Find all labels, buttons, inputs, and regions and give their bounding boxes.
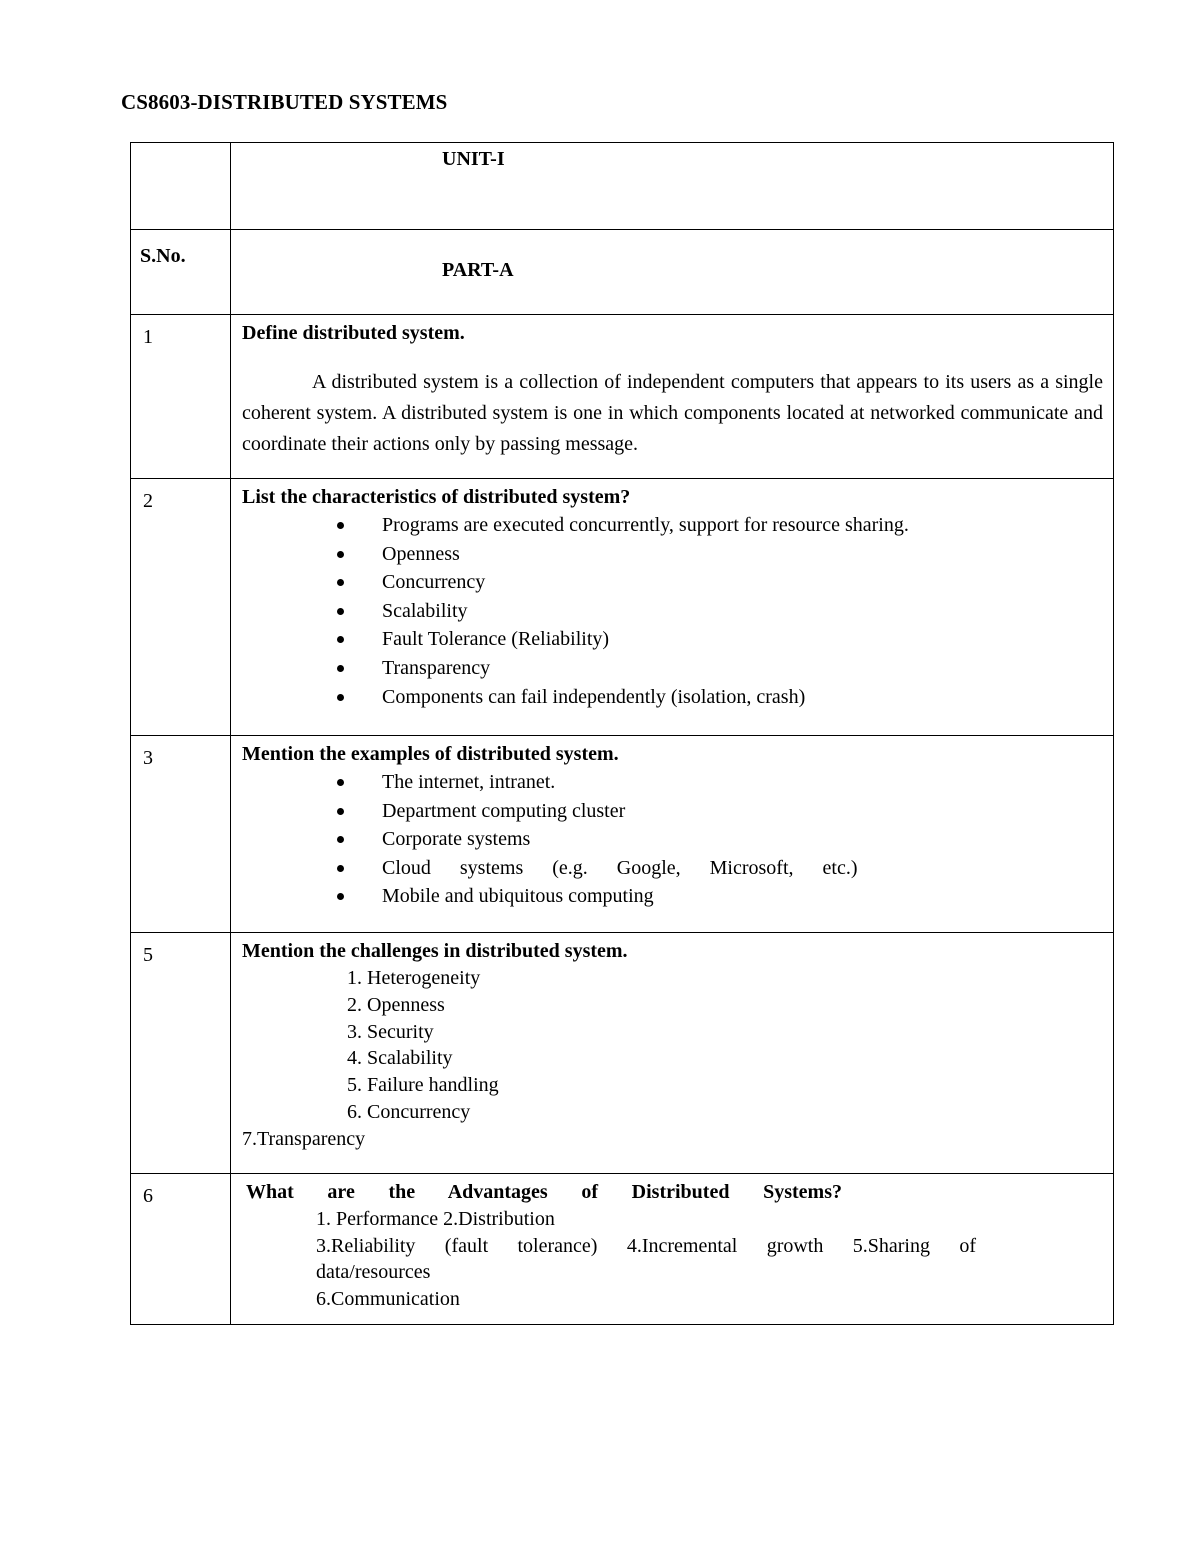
question-cell	[231, 933, 1114, 1174]
document-title: CS8603-DISTRIBUTED SYSTEMS	[121, 90, 448, 114]
bullet-list	[242, 511, 1103, 711]
list-item: 5. Failure handling	[347, 1074, 499, 1097]
question-table	[130, 142, 1114, 1325]
table-row	[131, 1174, 1114, 1325]
advantages-line: 1. Performance 2.Distribution	[316, 1208, 555, 1230]
part-heading: PART-A	[442, 259, 514, 281]
advantages-text	[316, 1206, 976, 1312]
list-item: Department computing cluster	[336, 797, 1103, 826]
question-cell	[231, 1174, 1114, 1325]
question-cell	[231, 736, 1114, 933]
question-title: Mention the challenges in distributed system.	[242, 940, 628, 962]
question-title: What are the Advantages of Distributed Systems?	[246, 1181, 842, 1203]
list-item: 6. Concurrency	[347, 1100, 471, 1123]
list-item: Scalability	[336, 597, 1103, 626]
sno-header-cell	[131, 230, 231, 315]
list-item: Transparency	[336, 654, 1103, 683]
table-header-row-part	[131, 230, 1114, 315]
table-row	[131, 315, 1114, 479]
table-row	[131, 736, 1114, 933]
question-title: Mention the examples of distributed system.	[242, 743, 619, 765]
list-item: Fault Tolerance (Reliability)	[336, 625, 1103, 654]
list-item: Programs are executed concurrently, support for resource sharing.	[336, 511, 1103, 540]
list-item: Components can fail independently (isolation, crash)	[336, 683, 1103, 712]
answer-text: A distributed system is a collection of independent computers that appears to its users as a single coherent system. A distributed system is one in which components located at networked communicate and coordinate their actions only by passing message.	[242, 371, 1103, 455]
list-item: Cloud systems (e.g. Google, Microsoft, etc.)	[336, 854, 1103, 883]
sno-cell: 3	[131, 736, 231, 933]
numbered-list	[242, 965, 1103, 1126]
header-empty-cell	[131, 143, 231, 230]
list-item: Corporate systems	[336, 825, 1103, 854]
sno-cell: 6	[131, 1174, 231, 1325]
list-item-tail: 7.Transparency	[242, 1127, 366, 1150]
question-cell	[231, 315, 1114, 479]
question-title: Define distributed system.	[242, 322, 465, 344]
list-item: The internet, intranet.	[336, 768, 1103, 797]
sno-header: S.No.	[140, 245, 186, 267]
table-row	[131, 479, 1114, 736]
unit-heading: UNIT-I	[442, 148, 505, 170]
question-cell	[231, 479, 1114, 736]
table-row	[131, 933, 1114, 1174]
list-item: 1. Heterogeneity	[347, 967, 481, 989]
list-item: 2. Openness	[347, 993, 445, 1016]
advantages-line: 3.Reliability (fault tolerance) 4.Incremental growth 5.Sharing of	[316, 1234, 976, 1257]
unit-heading-cell	[231, 143, 1114, 230]
advantages-line: data/resources	[316, 1261, 431, 1284]
question-title: List the characteristics of distributed system?	[242, 486, 631, 508]
sno-cell: 1	[131, 315, 231, 479]
list-item: 3. Security	[347, 1020, 434, 1043]
sno-cell: 2	[131, 479, 231, 736]
bullet-list	[242, 768, 1103, 911]
list-item: Concurrency	[336, 568, 1103, 597]
list-item: Openness	[336, 540, 1103, 569]
sno-cell: 5	[131, 933, 231, 1174]
list-item: 4. Scalability	[347, 1047, 453, 1070]
table-header-row-unit	[131, 143, 1114, 230]
part-heading-cell	[231, 230, 1114, 315]
advantages-line: 6.Communication	[316, 1287, 460, 1310]
list-item: Mobile and ubiquitous computing	[336, 882, 1103, 911]
